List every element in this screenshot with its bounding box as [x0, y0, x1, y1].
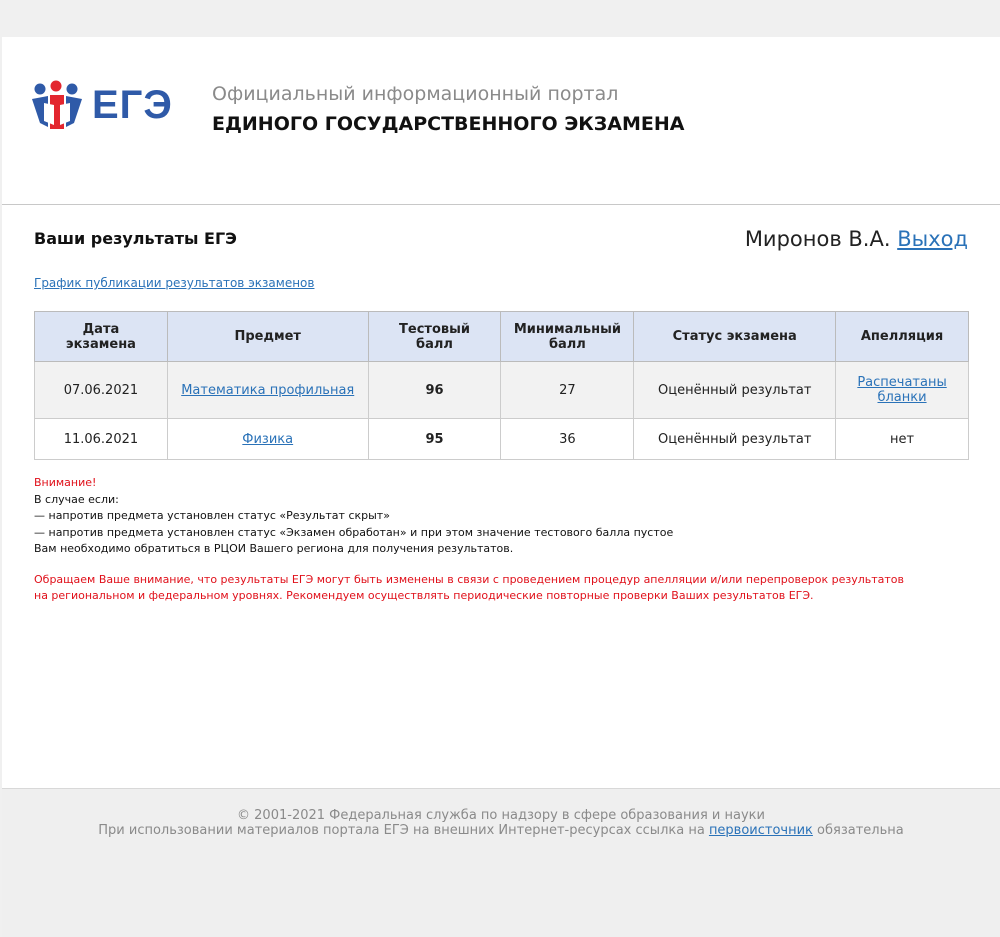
warning-line: на региональном и федеральном уровнях. Рекомендуем осуществлять периодические повторные проверки Ваших результатов ЕГЭ. — [34, 589, 814, 602]
warning-line: Обращаем Ваше внимание, что результаты ЕГЭ могут быть изменены в связи с проведением процедур апелляции и/или перепроверок результатов — [34, 572, 905, 586]
notes-section — [34, 475, 954, 605]
site-footer — [2, 788, 1000, 937]
subject-cell — [167, 362, 368, 419]
portal-subtitle: Официальный информационный портал — [212, 83, 619, 105]
table-header-row — [35, 312, 969, 362]
note-line: Вам необходимо обратиться в РЦОИ Вашего региона для получения результатов. — [34, 542, 514, 555]
ege-logo[interactable] — [30, 77, 175, 137]
exam-date: 11.06.2021 — [35, 419, 168, 460]
note-line: — напротив предмета установлен статус «Результат скрыт» — [34, 509, 390, 522]
column-header-appeal: Апелляция — [836, 312, 969, 362]
logo-text: ЕГЭ — [92, 83, 173, 127]
page-container — [2, 37, 1000, 788]
appeal-cell — [836, 362, 969, 419]
subject-link[interactable]: Физика — [242, 431, 294, 447]
column-header-subject: Предмет — [167, 312, 368, 362]
schedule-link[interactable]: График публикации результатов экзаменов — [34, 276, 315, 290]
subject-cell — [167, 419, 368, 460]
column-header-status: Статус экзамена — [634, 312, 836, 362]
appeal-link[interactable]: Распечатаны бланки — [857, 375, 947, 405]
test-score: 96 — [368, 362, 501, 419]
table-row — [35, 362, 969, 419]
column-header-min-score: Минимальный балл — [501, 312, 634, 362]
column-header-date: Дата экзамена — [35, 312, 168, 362]
logout-link[interactable]: Выход — [897, 227, 968, 251]
exam-status: Оценённый результат — [634, 419, 836, 460]
min-score: 36 — [501, 419, 634, 460]
column-header-test-score: Тестовый балл — [368, 312, 501, 362]
page-title: Ваши результаты ЕГЭ — [34, 229, 237, 248]
copyright-text: © 2001-2021 Федеральная служба по надзору в сфере образования и науки — [237, 808, 765, 823]
site-header — [2, 37, 1000, 205]
results-table — [34, 311, 969, 460]
attention-label: Внимание! — [34, 476, 97, 489]
people-logo-icon — [30, 79, 92, 135]
source-link[interactable]: первоисточник — [708, 823, 813, 838]
usage-notice: При использовании материалов портала ЕГЭ на внешних Интернет-ресурсах ссылка на первоисточник обязательна — [98, 823, 904, 838]
warning-block — [34, 572, 954, 605]
exam-status: Оценённый результат — [634, 362, 836, 419]
note-line: — напротив предмета установлен статус «Экзамен обработан» и при этом значение тестового балла пустое — [34, 525, 674, 539]
subject-link[interactable]: Математика профильная — [181, 382, 355, 398]
appeal-status: нет — [836, 419, 969, 460]
exam-date: 07.06.2021 — [35, 362, 168, 419]
table-row — [35, 419, 969, 460]
note-line: В случае если: — [34, 492, 119, 506]
min-score: 27 — [501, 362, 634, 419]
user-name: Миронов В.А. — [744, 227, 891, 251]
test-score: 95 — [368, 419, 501, 460]
user-area — [745, 227, 968, 251]
portal-title: ЕДИНОГО ГОСУДАРСТВЕННОГО ЭКЗАМЕНА — [212, 113, 685, 135]
